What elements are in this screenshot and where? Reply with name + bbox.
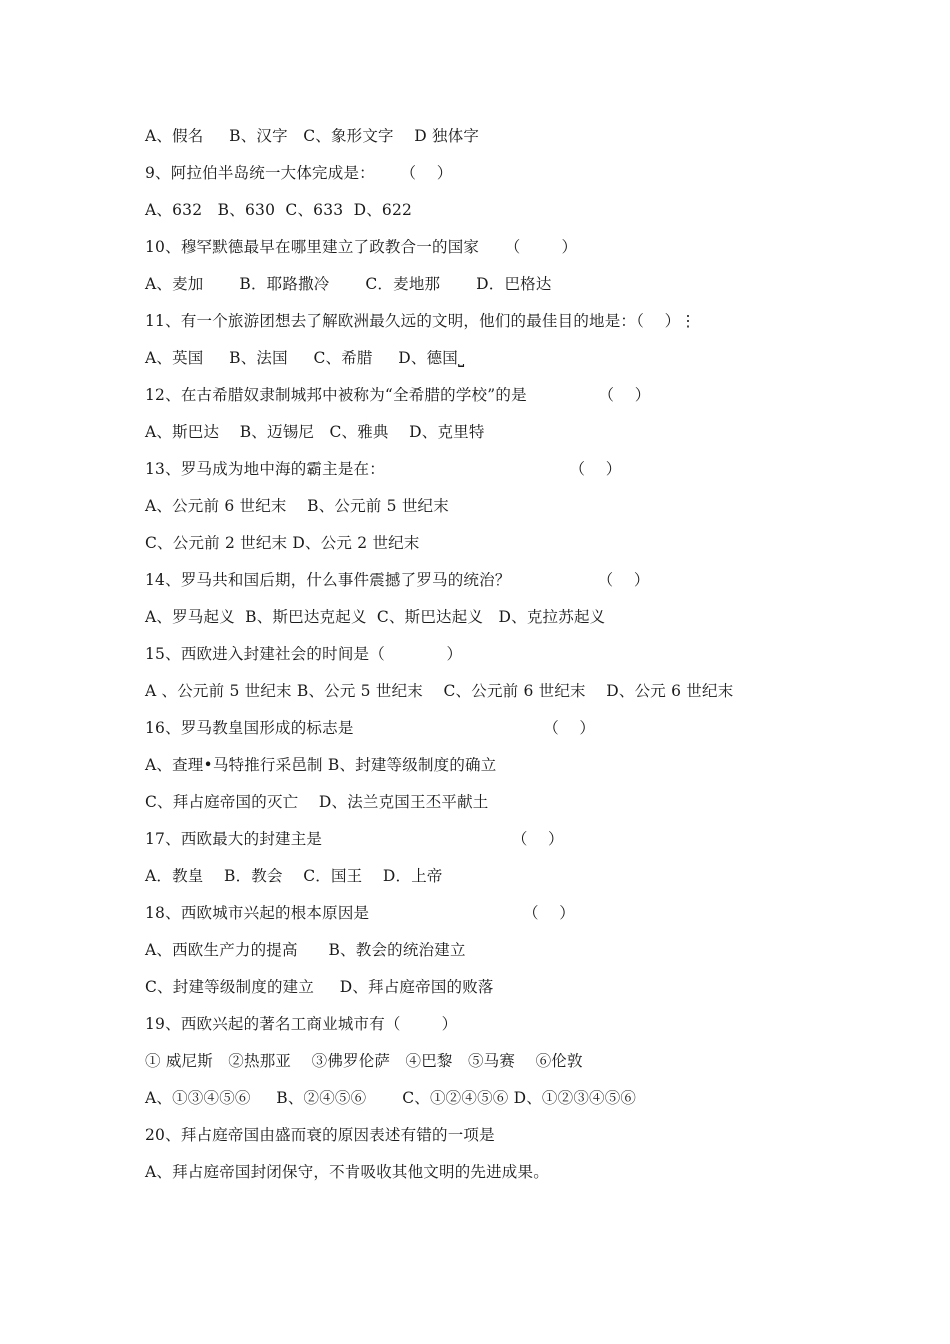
text-line: C、拜占庭帝国的灭亡 D、法兰克国王丕平献土 [145, 793, 489, 811]
text-line: ① 威尼斯 ②热那亚 ③佛罗伦萨 ④巴黎 ⑤马赛 ⑥伦敦 [145, 1052, 583, 1070]
text-line: A、英国 B、法国 C、希腊 D、德国⎵ [145, 349, 465, 367]
text-line: A、①③④⑤⑥ B、②④⑤⑥ C、①②④⑤⑥ D、①②③④⑤⑥ [145, 1089, 637, 1107]
question-10: 10、穆罕默德最早在哪里建立了政教合一的国家 （ ） [145, 238, 578, 256]
question-13: 13、罗马成为地中海的霸主是在： （ ） [145, 460, 622, 478]
question-16: 16、罗马教皇国形成的标志是 （ ） [145, 719, 596, 737]
question-20: 20、拜占庭帝国由盛而衰的原因表述有错的一项是 [145, 1126, 495, 1144]
text-line: A．教皇 B．教会 C．国王 D．上帝 [145, 867, 443, 885]
question-17: 17、西欧最大的封建主是 （ ） [145, 830, 564, 848]
question-12: 12、在古希腊奴隶制城邦中被称为“全希腊的学校”的是 （ ） [145, 386, 651, 404]
text-line: A、公元前 6 世纪末 B、公元前 5 世纪末 [145, 497, 449, 515]
question-11: 11、有一个旅游团想去了解欧洲最久远的文明，他们的最佳目的地是：（ ）⋮ [145, 312, 696, 330]
text-line: A、麦加 B．耶路撒冷 C．麦地那 D．巴格达 [145, 275, 552, 293]
text-line: C、封建等级制度的建立 D、拜占庭帝国的败落 [145, 978, 494, 996]
text-line: A 、公元前 5 世纪末 B、公元 5 世纪末 C、公元前 6 世纪末 D、公元 6 世纪末 [145, 682, 734, 700]
question-18: 18、西欧城市兴起的根本原因是 （ ） [145, 904, 575, 922]
text-line: A、假名 B、汉字 C、象形文字 D 独体字 [145, 127, 480, 145]
question-15: 15、西欧进入封建社会的时间是（ ） [145, 645, 463, 663]
text-line: A、拜占庭帝国封闭保守，不肯吸收其他文明的先进成果。 [145, 1163, 549, 1181]
text-line: C、公元前 2 世纪末 D、公元 2 世纪末 [145, 534, 420, 552]
text-line: A、查理•马特推行采邑制 B、封建等级制度的确立 [145, 756, 497, 774]
text-line: A、西欧生产力的提高 B、教会的统治建立 [145, 941, 466, 959]
question-14: 14、罗马共和国后期，什么事件震撼了罗马的统治？ （ ） [145, 571, 650, 589]
question-9: 9、阿拉伯半岛统一大体完成是： （ ） [145, 164, 453, 182]
text-line: A、罗马起义 B、斯巴达克起义 C、斯巴达起义 D、克拉苏起义 [145, 608, 606, 626]
question-19: 19、西欧兴起的著名工商业城市有（ ） [145, 1015, 458, 1033]
text-line: A、632 B、630 C、633 D、622 [145, 201, 413, 219]
text-line: A、斯巴达 B、迈锡尼 C、雅典 D、克里特 [145, 423, 485, 441]
